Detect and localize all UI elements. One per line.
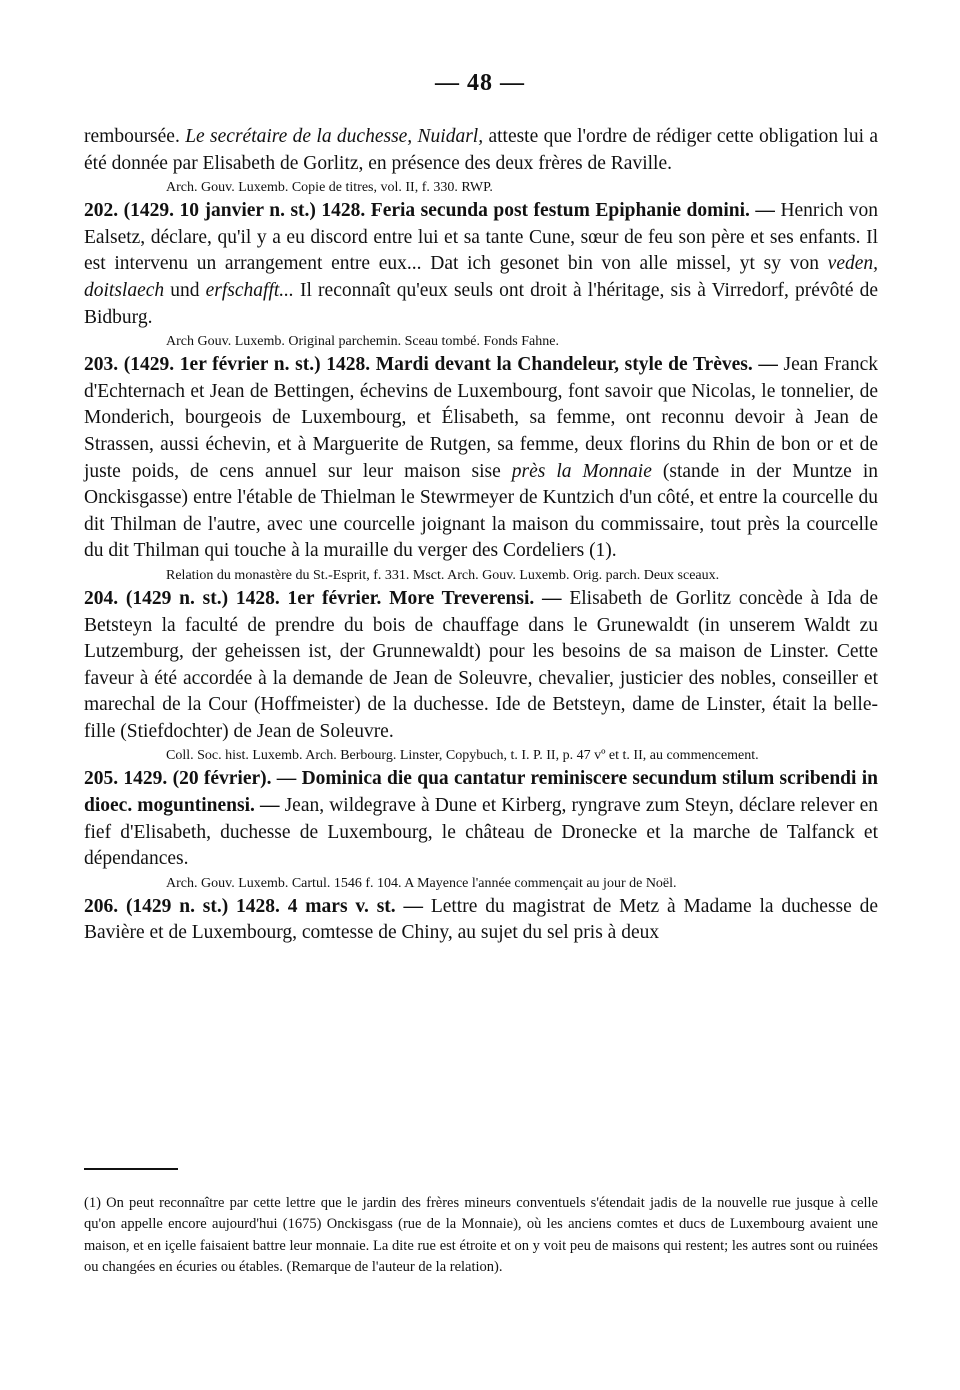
entry-202-head: 202. (1429. 10 janvier n. st.) 1428. Feria secunda post festum Epiphanie domini. — [84,200,775,222]
entry-204-head: 204. (1429 n. st.) 1428. 1er février. More Treverensi. — [84,587,562,609]
entry-205-source: Arch. Gouv. Luxemb. Cartul. 1546 f. 104. A Mayence l'année commençait au jour de Noël. [166,875,677,891]
entry-203-text-b: (stande in der Muntze in Onckisgasse) entre l'étable de Thielman le Stewrmeyer de Kuntzich d'un côté, et entre la courcelle du dit Thilman de l'autre, avec une courcelle joignant la maison du commissaire, tout près la courcelle du dit Thilman qui touche à la muraille du verger des Cordeliers (1). [84,460,879,562]
footnote: (1) On peut reconnaître par cette lettre que le jardin des frères mineurs conventuels s'étendait jadis de la nouvelle rue jusque à celle qu'on appelle encore aujourd'hui (1675) Onckisgass (rue de la Monnaie), où les anciens comtes et ducs de Luxembourg avaient une maison, et en içelle faisaient battre leur monnaie. La dite rue est étroite et on y voit peu de maisons qui restent; les autres sont ou ruinées ou changées en écuries ou étables. (Remarque de l'auteur de la relation). [84,1194,878,1275]
entry-205-text: Jean, wildegrave à Dune et Kirberg, ryngrave zum Steyn, déclare relever en fief d'Elisabeth, duchesse de Luxembourg, le château de Dronecke et la marche de Talfanck et dépendances. [84,795,878,870]
entry-205 [84,766,878,872]
entry-203 [84,352,878,565]
entry-202-text-a: Henrich von Ealsetz, déclare, qu'il y a eu discord entre lui et sa tante Cune, sœur de feu son père et ses enfants. Il est intervenu un arrangement entre eux... Dat ich gesonet bin von alle missel, yt sy von [84,200,878,275]
entry-205-head: 205. 1429. (20 février). — Dominica die qua cantatur reminiscere secundum stilum scribendi in dioec. moguntinensi. — [84,768,878,817]
entry-202-text-b: Il reconnaît qu'eux seuls ont droit à l'héritage, sis à Virredorf, prévôté de Bidburg. [84,279,879,328]
entry-202-italic-2: erfschafft... [205,279,294,301]
entry-206 [84,894,878,947]
intro-italic: Le secrétaire de la duchesse, Nuidarl, [185,126,484,147]
intro-paragraph [84,124,878,177]
entry-204-source: Coll. Soc. hist. Luxemb. Arch. Berbourg. Linster, Copybuch, t. I. P. II, p. 47 vº et t. II, au commencement. [166,748,759,764]
entry-203-head: 203. (1429. 1er février n. st.) 1428. Mardi devant la Chandeleur, style de Trèves. — [84,354,778,376]
entry-203-text-a: Jean Franck d'Echternach et Jean de Bettingen, échevins de Luxembourg, font savoir que Nicolas, le tonnelier, de Monderich, bourgeois de Luxembourg, et Élisabeth, sa femme, ont reconnu devoir à Jean de Strassen, aussi échevin, et à Marguerite de Rutgen, sa femme, deux florins du Rhin de bon or et de juste poids, de cens annuel sur leur maison sise [84,354,878,482]
entry-203-source: Relation du monastère du St.-Esprit, f. 331. Msct. Arch. Gouv. Luxemb. Orig. parch. Deux sceaux. [166,567,720,583]
entry-204 [84,586,878,746]
entry-203-italic: près la Monnaie [511,460,652,482]
entry-202 [84,198,878,331]
entry-202-und: und [170,279,200,301]
entry-206-text: Lettre du magistrat de Metz à Madame la duchesse de Bavière et de Luxembourg, comtesse de Chiny, au sujet du sel pris à deux [84,895,878,944]
entry-202-italic-1: veden, doitslaech [84,253,879,301]
intro-text: atteste que l'ordre de rédiger cette obligation lui a été donnée par Elisabeth de Gorlitz, en présence des deux frères de Raville. [84,126,879,174]
intro-source: Arch. Gouv. Luxemb. Copie de titres, vol. II, f. 330. RWP. [166,180,493,196]
body-text [84,124,878,947]
page-number: — 48 — [435,70,525,96]
entry-204-text: Elisabeth de Gorlitz concède à Ida de Betsteyn la faculté de prendre du bois de chauffage dans le Grunewaldt (in unserem Waldt zu Lutzemburg, der geheissen ist, der Grunnewaldt) pour les besoins de sa maison de Linster. Cette faveur à été accordée à la demande de Jean de Soleuvre, chevalier, justicier des nobles, conseiller et marechal de la Cour (Hoffmeister) de la duchesse. Ide de Betsteyn, dame de Linster, était la belle-fille (Stiefdochter) de Jean de Soleuvre. [84,587,879,742]
footnote-rule [84,1168,178,1170]
intro-line-start: remboursée. [84,126,180,147]
entry-202-source: Arch Gouv. Luxemb. Original parchemin. Sceau tombé. Fonds Fahne. [166,334,559,350]
entry-206-head: 206. (1429 n. st.) 1428. 4 mars v. st. — [84,895,423,917]
